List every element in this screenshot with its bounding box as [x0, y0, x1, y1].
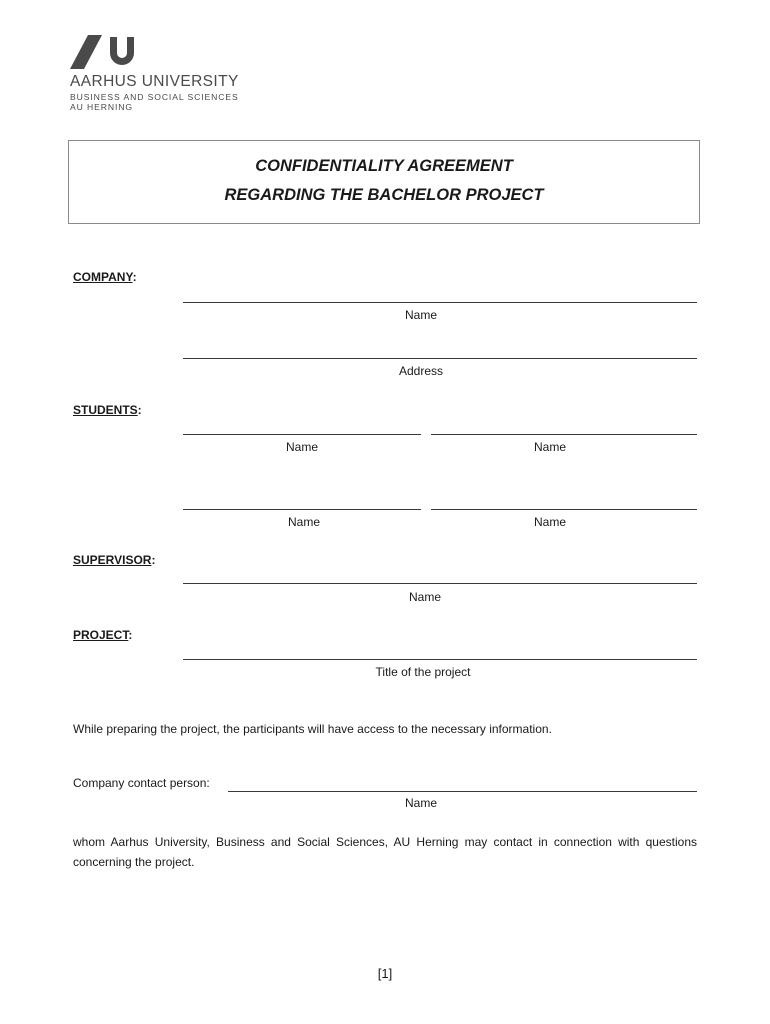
student-3-caption: Name: [287, 515, 320, 529]
students-heading: STUDENTS:: [73, 403, 142, 417]
faculty-name: BUSINESS AND SOCIAL SCIENCES: [70, 92, 239, 102]
student-1-caption: Name: [285, 440, 318, 454]
document-title: CONFIDENTIALITY AGREEMENT: [255, 157, 513, 175]
student-4-caption: Name: [533, 515, 566, 529]
company-address-caption: Address: [398, 364, 444, 378]
contact-person-line[interactable]: [228, 791, 697, 792]
company-heading: COMPANY:: [73, 270, 137, 284]
company-name-line[interactable]: [183, 302, 697, 303]
contact-paragraph: whom Aarhus University, Business and Social Sciences, AU Herning may contact in connection with questions concerning the project.: [73, 835, 697, 869]
student-1-name-line[interactable]: [183, 434, 421, 435]
student-3-name-line[interactable]: [183, 509, 421, 510]
student-2-caption: Name: [533, 440, 566, 454]
project-heading: PROJECT:: [73, 628, 133, 642]
contact-person-label: Company contact person:: [73, 776, 210, 790]
document-subtitle: REGARDING THE BACHELOR PROJECT: [224, 186, 544, 204]
title-box: [68, 140, 700, 224]
supervisor-name-caption: Name: [408, 590, 441, 604]
page-number: [1]: [377, 966, 393, 981]
access-paragraph: While preparing the project, the participants will have access to the necessary information.: [73, 722, 552, 736]
student-2-name-line[interactable]: [431, 434, 697, 435]
company-name-caption: Name: [404, 308, 437, 322]
project-title-caption: Title of the project: [375, 665, 471, 679]
student-4-name-line[interactable]: [431, 509, 697, 510]
company-address-line[interactable]: [183, 358, 697, 359]
campus-name: AU HERNING: [70, 102, 133, 112]
au-logo-icon: [70, 35, 140, 69]
contact-person-caption: Name: [404, 796, 437, 810]
supervisor-heading: SUPERVISOR:: [73, 553, 156, 567]
project-title-line[interactable]: [183, 659, 697, 660]
supervisor-name-line[interactable]: [183, 583, 697, 584]
university-name: AARHUS UNIVERSITY: [70, 73, 239, 90]
